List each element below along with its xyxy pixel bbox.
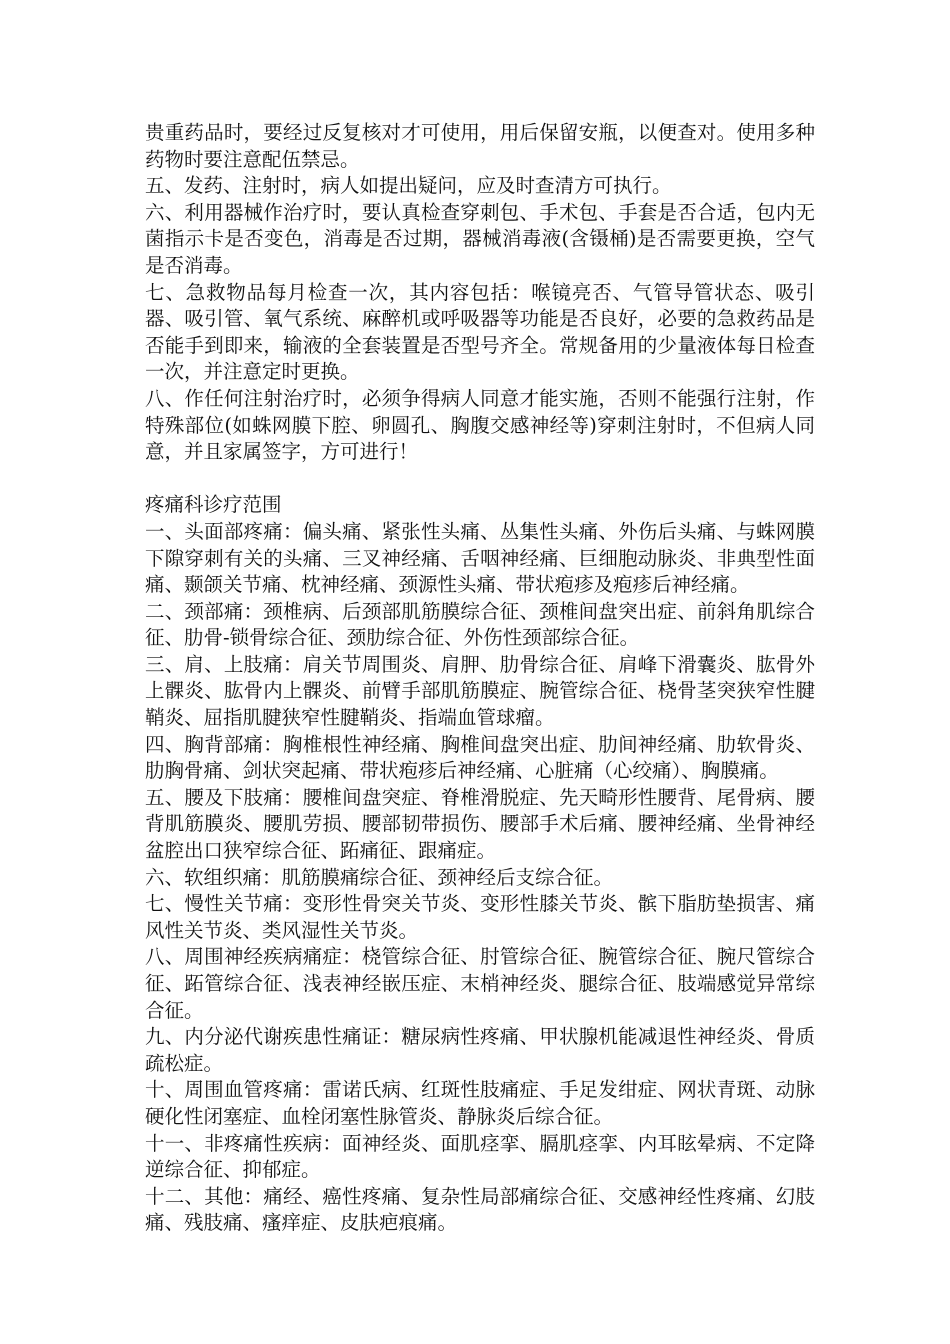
paragraph-drug-verification: 贵重药品时，要经过反复核对才可使用，用后保留安瓶，以便查对。使用多种药物时要注意配伍禁忌。 — [145, 121, 815, 171]
scope-item-3: 三、肩、上肢痛：肩关节周围炎、肩胛、肋骨综合征、肩峰下滑囊炎、肱骨外上髁炎、肱骨内上髁炎、前臂手部肌筋膜症、腕管综合征、桡骨茎突狭窄性腱鞘炎、屈指肌腱狭窄性腱鞘炎、指端血管球瘤。 — [145, 652, 815, 730]
scope-item-2: 二、颈部痛：颈椎病、后颈部肌筋膜综合征、颈椎间盘突出症、前斜角肌综合征、肋骨-锁骨综合征、颈肋综合征、外伤性颈部综合征。 — [145, 599, 815, 650]
scope-item-8: 八、周围神经疾病痛症：桡管综合征、肘管综合征、腕管综合征、腕尺管综合征、跖管综合征、浅表神经嵌压症、末梢神经炎、腿综合征、肢端感觉异常综合征。 — [145, 945, 815, 1022]
document-body — [145, 120, 815, 1237]
paragraph-rule-5: 五、发药、注射时，病人如提出疑问，应及时查清方可执行。 — [145, 174, 672, 198]
paragraph-rule-7: 七、急救物品每月检查一次，其内容包括：喉镜亮否、气管导管状态、吸引器、吸引管、氧气系统、麻醉机或呼吸器等功能是否良好，必要的急救药品是否能手到即来，输液的全套装置是否型号齐全。常规备用的少量液体每日检查一次，并注意定时更换。 — [145, 280, 815, 384]
paragraph-rule-6: 六、利用器械作治疗时，要认真检查穿刺包、手术包、手套是否合适，包内无菌指示卡是否变色，消毒是否过期，器械消毒液(含镊桶)是否需要更换，空气是否消毒。 — [145, 200, 815, 277]
scope-item-5: 五、腰及下肢痛：腰椎间盘突症、脊椎滑脱症、先天畸形性腰背、尾骨病、腰背肌筋膜炎、腰肌劳损、腰部韧带损伤、腰部手术后痛、腰神经痛、坐骨神经盆腔出口狭窄综合征、跖痛征、跟痛症。 — [145, 785, 815, 863]
section-title: 疼痛科诊疗范围 — [145, 493, 282, 517]
scope-item-9: 九、内分泌代谢疾患性痛证：糖尿病性疼痛、甲状腺机能减退性神经炎、骨质疏松症。 — [145, 1025, 815, 1075]
scope-item-12: 十二、其他：痛经、癌性疼痛、复杂性局部痛综合征、交感神经性疼痛、幻肢痛、残肢痛、瘙痒症、皮肤疤痕痛。 — [145, 1184, 815, 1235]
paragraph-rule-8: 八、作任何注射治疗时，必须争得病人同意才能实施，否则不能强行注射，作特殊部位(如蛛网膜下腔、卵圆孔、胸腹交感神经等)穿刺注射时，不但病人同意，并且家属签字，方可进行！ — [145, 386, 815, 464]
scope-item-6: 六、软组织痛：肌筋膜痛综合征、颈神经后支综合征。 — [145, 865, 614, 889]
section-spacer — [145, 466, 815, 493]
scope-item-11: 十一、非疼痛性疾病：面神经炎、面肌痉挛、膈肌痉挛、内耳眩晕病、不定降逆综合征、抑郁症。 — [145, 1131, 815, 1182]
scope-item-4: 四、胸背部痛：胸椎根性神经痛、胸椎间盘突出症、肋间神经痛、肋软骨炎、肋胸骨痛、剑状突起痛、带状疱疹后神经痛、心脏痛（心绞痛）、胸膜痛。 — [145, 732, 815, 783]
scope-item-7: 七、慢性关节痛：变形性骨突关节炎、变形性膝关节炎、髌下脂肪垫损害、痛风性关节炎、类风湿性关节炎。 — [145, 892, 815, 942]
scope-item-1: 一、头面部疼痛：偏头痛、紧张性头痛、丛集性头痛、外伤后头痛、与蛛网膜下隙穿刺有关的头痛、三叉神经痛、舌咽神经痛、巨细胞动脉炎、非典型性面痛、颞颌关节痛、枕神经痛、颈源性头痛、带状疱疹及疱疹后神经痛。 — [145, 519, 815, 597]
scope-item-10: 十、周围血管疼痛：雷诺氏病、红斑性肢痛症、手足发绀症、网状青斑、动脉硬化性闭塞症、血栓闭塞性脉管炎、静脉炎后综合征。 — [145, 1078, 815, 1128]
